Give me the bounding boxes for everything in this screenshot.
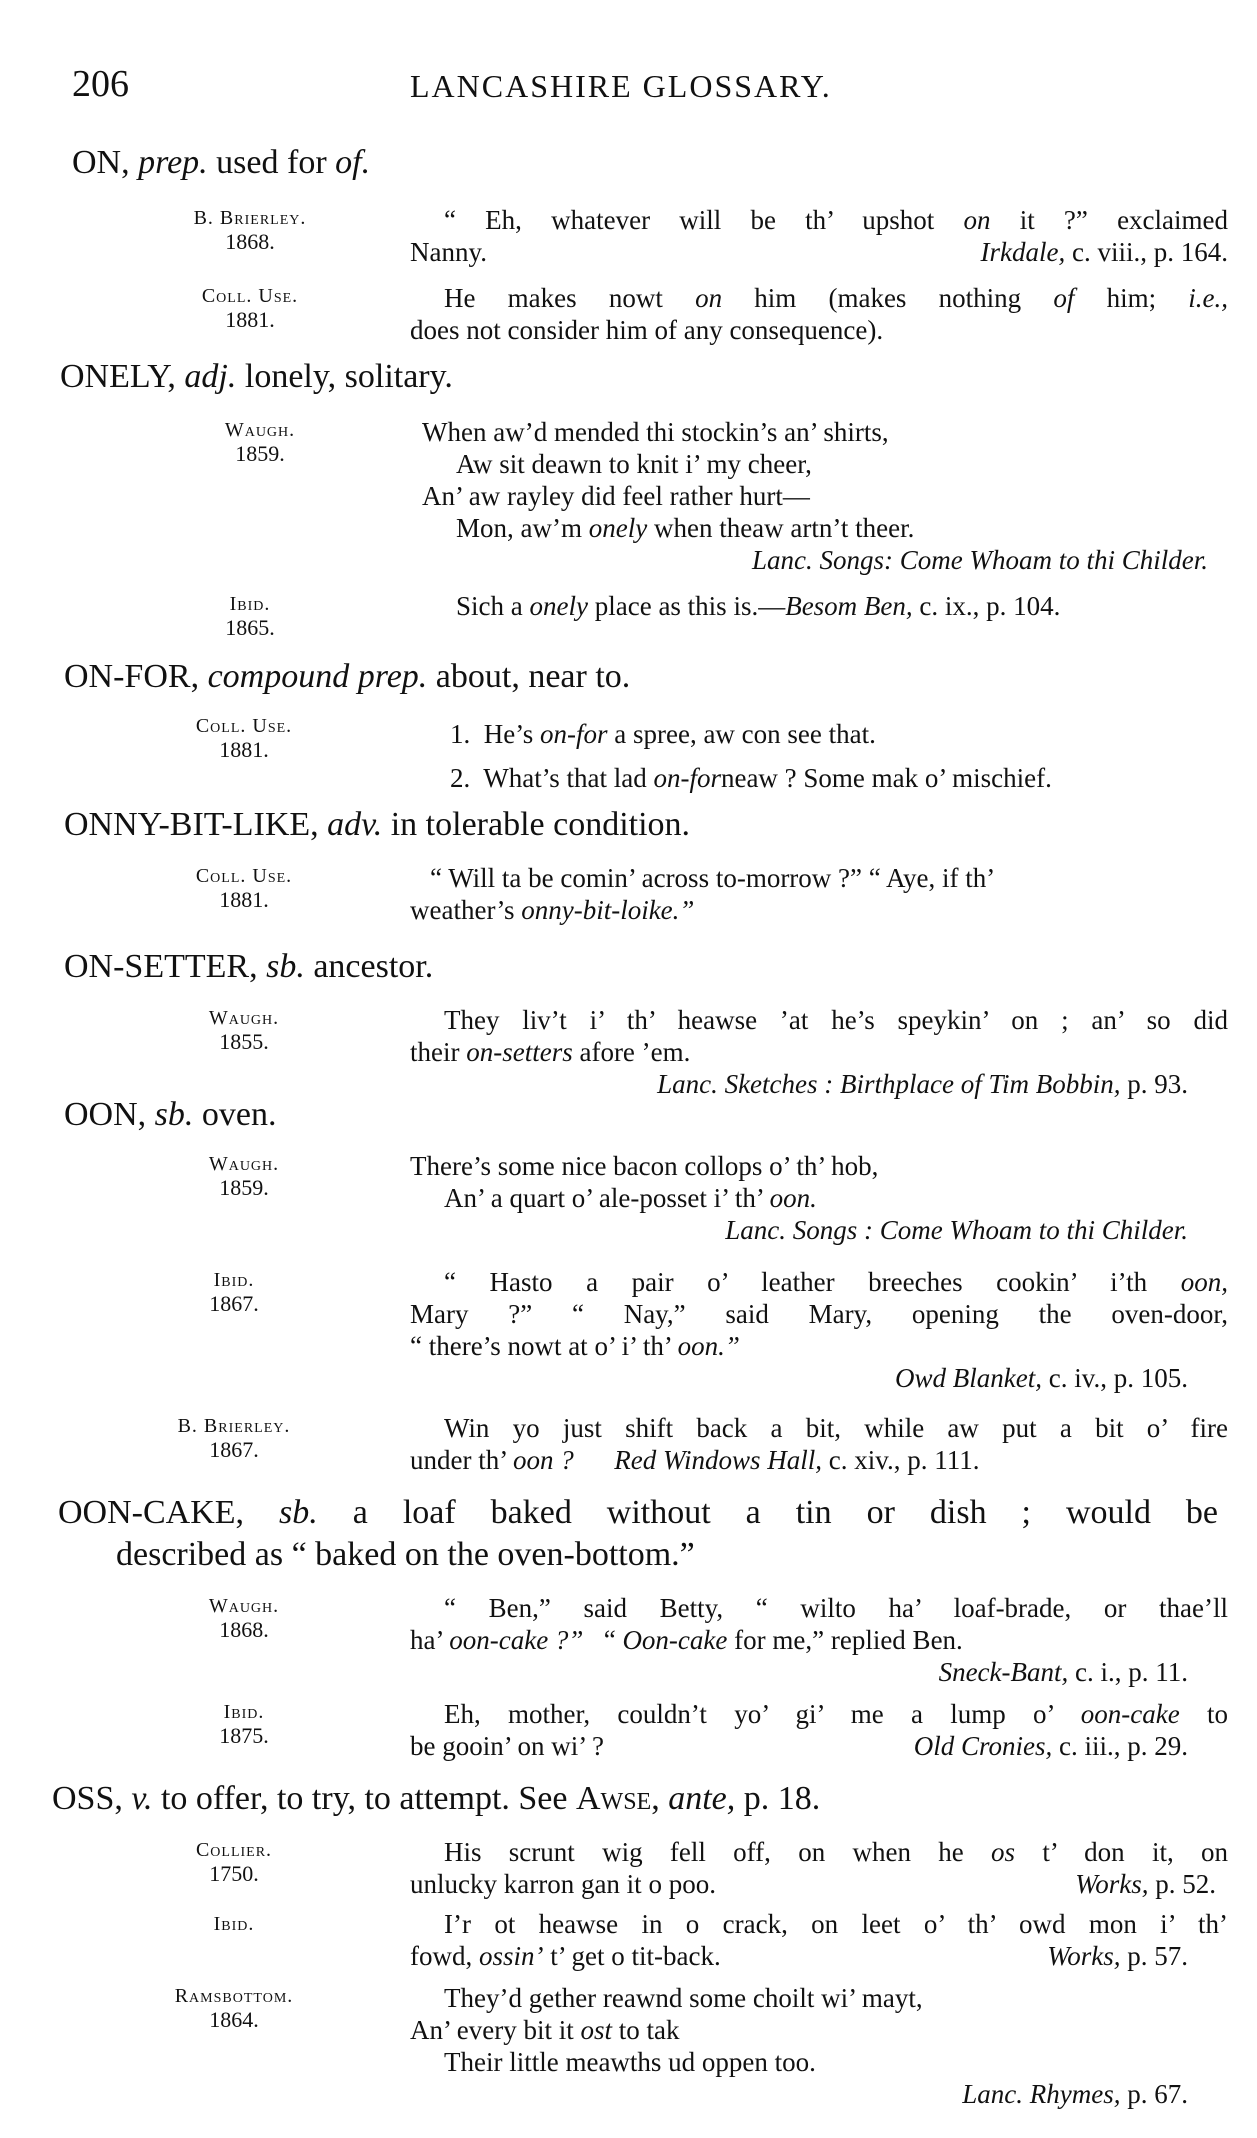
source-year: 1881. [219,887,269,912]
source-citation [134,1268,334,1316]
headword: OON-CAKE, [58,1494,245,1531]
quote-line: “ Will ta be comin’ across to-morrow ?” “ Aye, if th’ [430,863,996,893]
definition: lonely, solitary. [244,358,453,395]
quote-line: their on-setters afore ’em. [410,1037,691,1067]
source-citation [144,1006,344,1054]
verse-line: An’ aw rayley did feel rather hurt— [422,481,810,511]
quote-line: “ there’s nowt at o’ i’ th’ oon.” [410,1331,740,1361]
entry-headword-onely [60,356,1210,398]
entry-headword-oon-cake [58,1492,1218,1576]
quote-line: “ Eh, whatever will be th’ upshot on it ?” exclaimed [444,205,1229,235]
quotation [410,1836,1228,1900]
quote-line: I’r ot heawse in o crack, on leet o’ th’ owd mon i’ th’ [444,1909,1228,1939]
part-of-speech: sb. [279,1494,318,1531]
citation: Lanc. Rhymes, p. 67. [962,2079,1188,2109]
quote-line: be gooin’ on wi’ ? Old Cronies, c. iii., p. 29. [410,1731,1188,1761]
definition: oven. [201,1096,277,1133]
source-citation [144,1594,344,1642]
quote-line: Eh, mother, couldn’t yo’ gi’ me a lump o’ oon-cake to [444,1699,1229,1729]
citation: Sneck-Bant, c. i., p. 11. [938,1657,1188,1687]
definition: used for [216,144,327,181]
definition-continuation: described as “ baked on the oven-bottom.” [116,1536,695,1573]
page-number: 206 [72,63,129,105]
quotation [410,1698,1228,1762]
source-author: Waugh. [224,419,296,441]
source-year: 1859. [235,441,285,466]
verse-line: An’ a quart o’ ale-posset i’ th’ oon. [444,1183,817,1213]
source-year: 1868. [219,1617,269,1642]
definition-italic: of. [335,144,371,181]
quote-line: “ Ben,” said Betty, “ wilto ha’ loaf-brade, or thae’ll [444,1593,1228,1623]
verse-line: Mon, aw’m onely when theaw artn’t theer. [456,513,915,543]
running-header [0,62,1257,112]
entry-headword-oss [52,1778,1202,1820]
source-citation [134,1984,334,2032]
source-year: 1868. [225,229,275,254]
source-author: Waugh. [208,1595,280,1617]
headword: ONNY-BIT-LIKE, [64,806,319,843]
part-of-speech: compound prep. [207,658,428,695]
quotation [410,1004,1228,1100]
source-year: 1875. [219,1723,269,1748]
verse-line: Their little meawths ud oppen too. [444,2047,816,2077]
citation: Irkdale, [980,237,1066,267]
quote-line: Win yo just shift back a bit, while aw put a bit o’ fire [444,1413,1228,1443]
quotation [410,1412,1228,1476]
definition: in tolerable condition. [390,806,691,843]
verse-line: They’d gether reawnd some choilt wi’ mayt, [444,1983,923,2013]
verse-line: There’s some nice bacon collops o’ th’ hob, [410,1151,879,1181]
source-citation [134,1838,334,1886]
quotation [410,590,1228,622]
quote-line: They liv’t i’ th’ heawse ’at he’s speykin’ on ; an’ so did [444,1005,1228,1035]
part-of-speech: prep. [138,144,208,181]
quote-line: He makes nowt on him (makes nothing of him; i.e., [444,283,1229,313]
headword: OSS, [52,1780,123,1817]
quote-line: weather’s onny-bit-loike.” [410,895,695,925]
verse-quotation [422,416,1240,576]
source-author: Collier. [195,1839,273,1861]
source-citation [144,714,344,762]
definition: ancestor. [313,948,434,985]
source-author: Ibid. [213,1269,255,1291]
citation: Works, [1047,1941,1121,1971]
part-of-speech: sb. [266,948,305,985]
headword: ONELY, [60,358,176,395]
source-citation [150,592,350,640]
source-citation [150,206,350,254]
source-author: Ibid. [229,593,271,615]
citation: Old Cronies, [913,1731,1053,1761]
quotation [410,1592,1228,1688]
verse-line: An’ every bit it ost to tak [410,2015,680,2045]
running-title: LANCASHIRE GLOSSARY. [410,68,832,104]
quotation [410,862,1228,926]
source-year: 1867. [209,1437,259,1462]
source-author: B. Brierley. [193,207,307,229]
source-year: 1859. [219,1175,269,1200]
citation: Owd Blanket, c. iv., p. 105. [895,1363,1188,1393]
cross-reference-page: p. 18. [743,1780,821,1817]
quote-line: Mary ?” “ Nay,” said Mary, opening the oven-door, [410,1299,1228,1329]
quote-line: under th’ oon ? Red Windows Hall, c. xiv., p. 111. [410,1445,980,1475]
quote-line: unlucky karron gan it o poo. Works, p. 52. [410,1869,1216,1899]
quote-line: 1. He’s on-for a spree, aw con see that. [450,719,876,749]
quote-line: fowd, ossin’ t’ get o tit-back. Works, p. 57. [410,1941,1188,1971]
definition: a loaf baked without a tin or dish ; would be [352,1494,1219,1531]
citation: Works, [1075,1869,1149,1899]
source-citation [134,1912,334,1936]
source-year: 1864. [209,2007,259,2032]
quotation [410,1908,1228,1972]
source-author: B. Brierley. [177,1415,291,1437]
source-author: Ibid. [223,1701,265,1723]
part-of-speech: v. [131,1780,153,1817]
source-citation [144,864,344,912]
citation: Lanc. Sketches : Birthplace of Tim Bobbin, p. 93. [657,1069,1188,1099]
source-year: 1881. [219,737,269,762]
part-of-speech: sb. [154,1096,194,1133]
headword: ON-FOR, [64,658,200,695]
quotation [410,204,1228,268]
source-author: Waugh. [208,1007,280,1029]
verse-line: When aw’d mended thi stockin’s an’ shirts, [422,417,889,447]
cross-reference: Awse, [576,1780,660,1817]
part-of-speech: adv. [327,806,383,843]
entry-headword-on-for [64,656,1214,698]
quote-line: His scrunt wig fell off, on when he os t’ don it, on [444,1837,1228,1867]
source-citation [134,1414,334,1462]
definition: about, near to. [435,658,631,695]
verse-quotation [410,1150,1228,1246]
headword: ON-SETTER, [64,948,258,985]
citation: Lanc. Songs: Come Whoam to thi Childer. [752,545,1208,575]
quote-line: Nanny. Irkdale, c. viii., p. 164. [410,237,1228,267]
source-citation [144,1152,344,1200]
part-of-speech: adj. [184,358,237,395]
entry-headword-on-setter [64,946,1214,988]
source-author: Coll. Use. [195,865,293,887]
quotation [410,1266,1228,1394]
headword: ON, [72,144,130,181]
source-year: 1855. [219,1029,269,1054]
headword: OON, [64,1096,147,1133]
source-year: 1881. [225,307,275,332]
cross-reference-ante: ante, [668,1780,736,1817]
source-year: 1750. [209,1861,259,1886]
definition: to offer, to try, to attempt. See [160,1780,568,1817]
entry-headword-onny-bit-like [64,804,1214,846]
source-author: Ramsbottom. [174,1985,294,2007]
entry-headword-oon [64,1094,1214,1136]
source-author: Coll. Use. [195,715,293,737]
source-author: Coll. Use. [201,285,299,307]
source-author: Waugh. [208,1153,280,1175]
source-citation [150,284,350,332]
source-citation [160,418,360,466]
quote-line: “ Hasto a pair o’ leather breeches cookin’ i’th oon, [444,1267,1228,1297]
entry-headword-on [72,142,1222,184]
source-year: 1867. [209,1291,259,1316]
quote-line: Sich a onely place as this is.—Besom Ben, c. ix., p. 104. [456,591,1061,621]
quotation [410,282,1228,346]
verse-line: Aw sit deawn to knit i’ my cheer, [456,449,812,479]
verse-quotation [410,1982,1228,2110]
quote-line: ha’ oon-cake ?” “ Oon-cake for me,” replied Ben. [410,1625,963,1655]
source-citation [144,1700,344,1748]
source-year: 1865. [225,615,275,640]
quote-line: does not consider him of any consequence). [410,315,884,345]
numbered-quotations [450,712,1257,800]
source-author: Ibid. [213,1913,255,1935]
quote-line: 2. What’s that lad on-forneaw ? Some mak o’ mischief. [450,763,1052,793]
citation: Lanc. Songs : Come Whoam to thi Childer. [725,1215,1188,1245]
